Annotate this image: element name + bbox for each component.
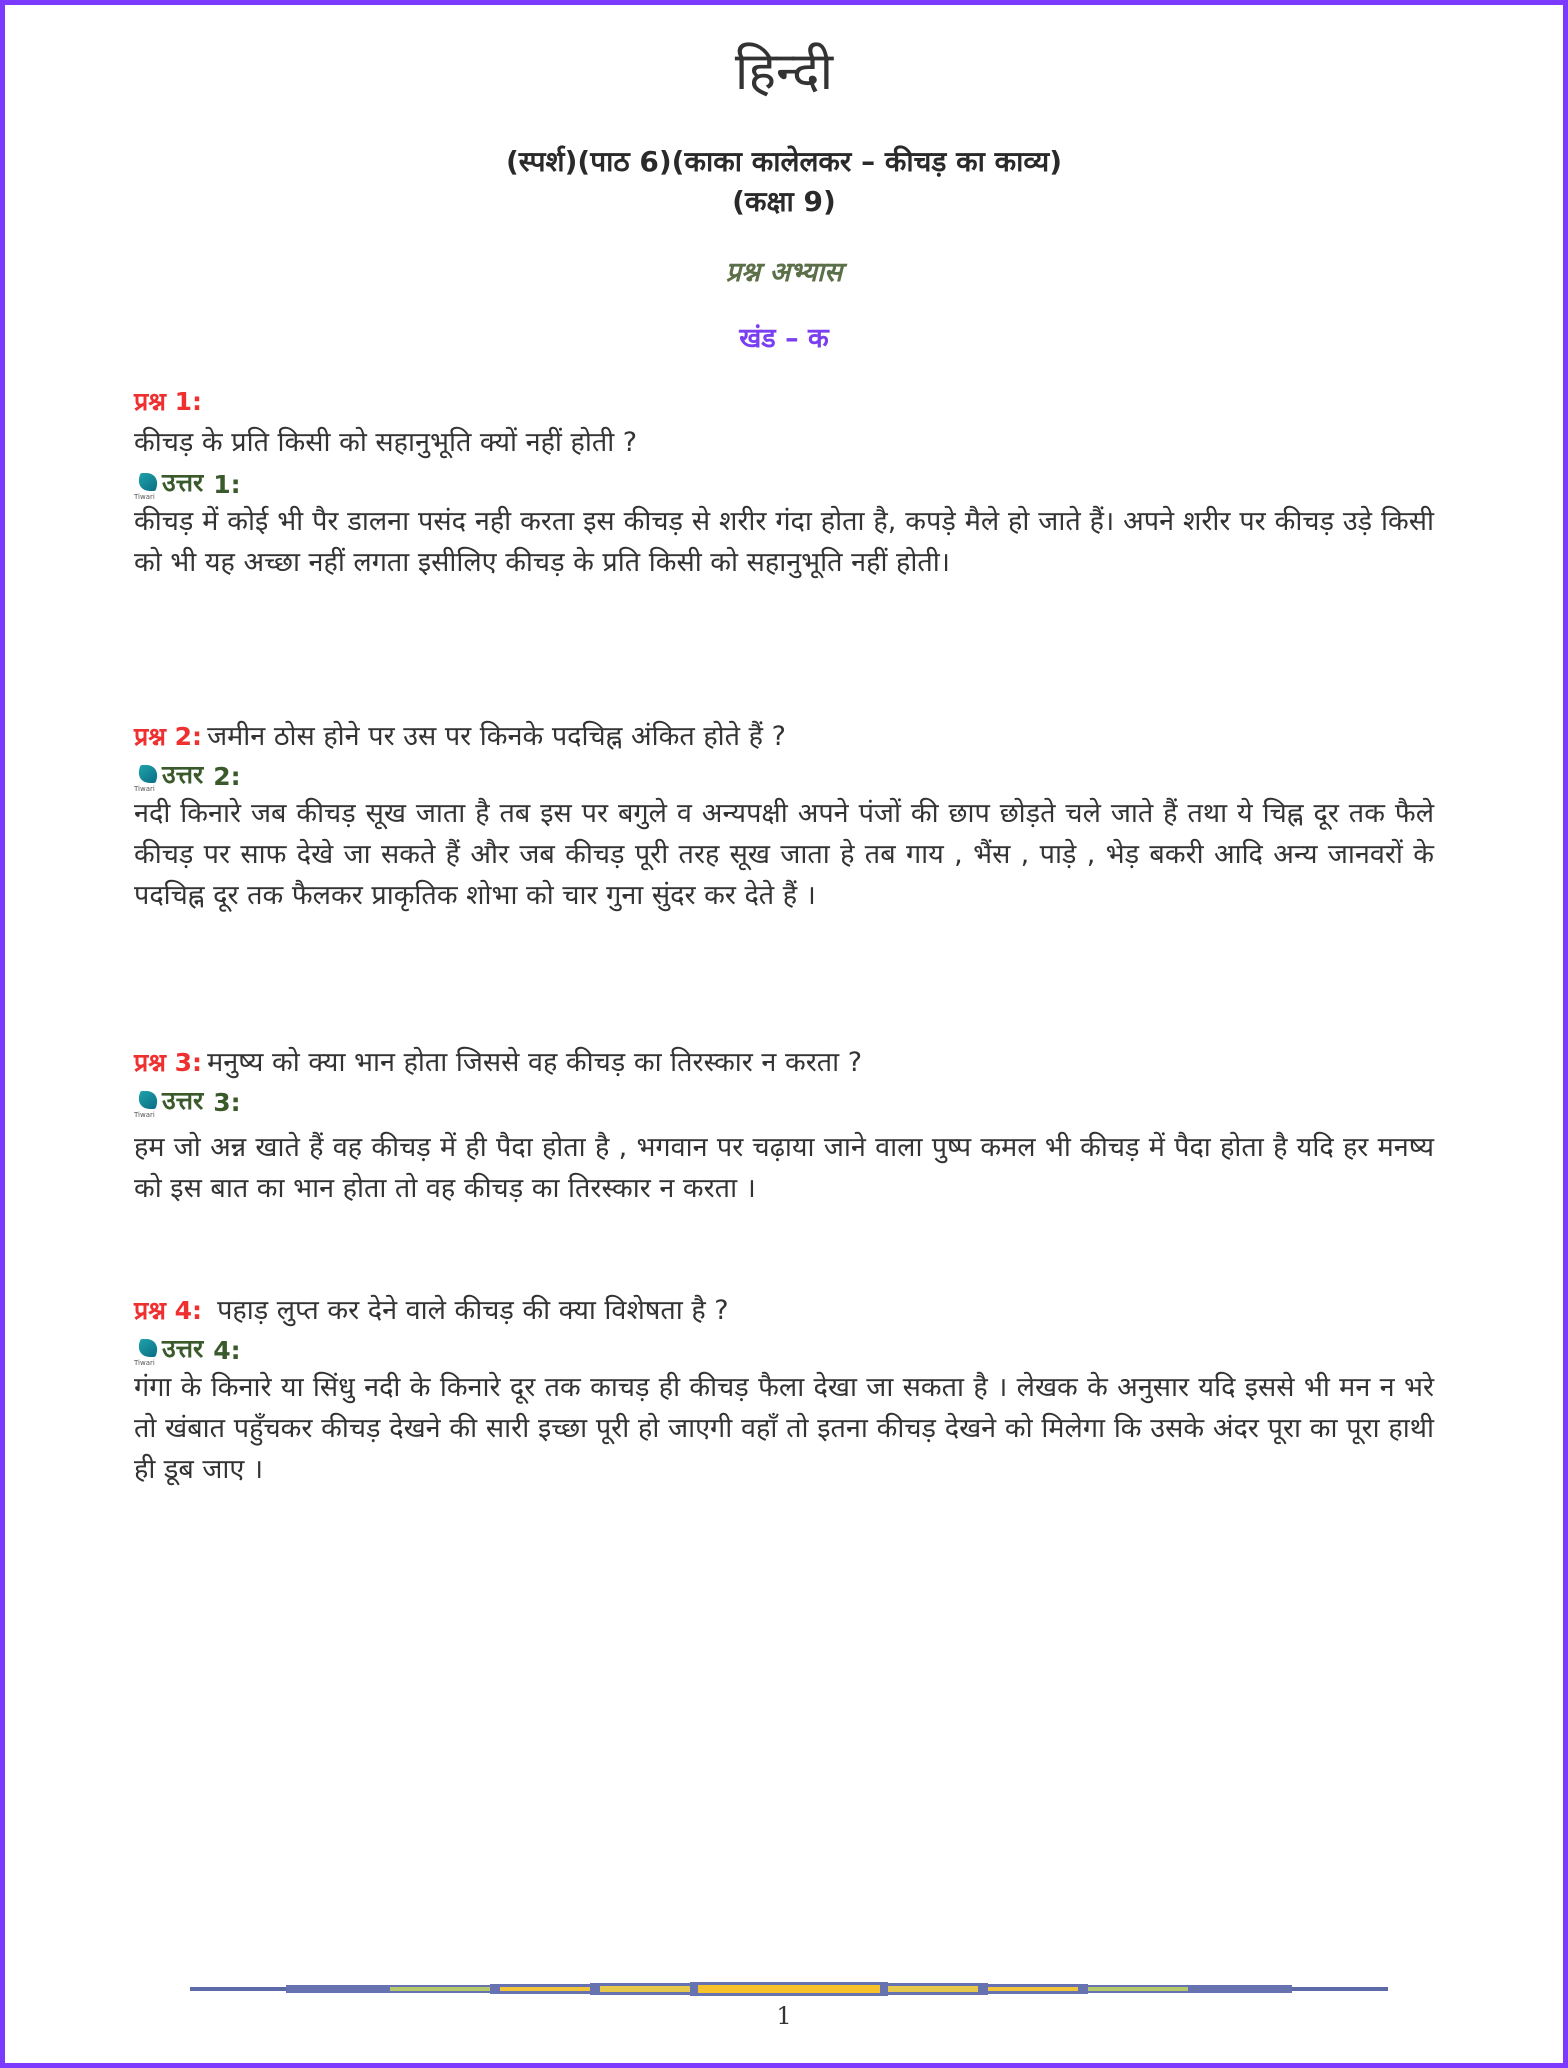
answer-number: 2: [213, 762, 241, 791]
question-text: जमीन ठोस होने पर उस पर किनके पदचिह्न अंकित होते हैं ? [207, 721, 786, 752]
answer-text: कीचड़ में कोई भी पैर डालना पसंद नही करता इस कीचड़ से शरीर गंदा होता है, कपड़े मैले हो जाते हैं। अपने शरीर पर कीचड़ उड़े किसी को भी यह अच्छा नहीं लगता इसीलिए कीचड़ के प्रति किसी को सहानुभूति नहीं होती। [134, 506, 1434, 578]
question-label: प्रश्न 4: [134, 1296, 202, 1325]
question-text: पहाड़ लुप्त कर देने वाले कीचड़ की क्या विशेषता है ? [217, 1295, 729, 1326]
answer-number: 3: [213, 1088, 241, 1117]
qa-block-2 [134, 716, 1434, 916]
answer-text: नदी किनारे जब कीचड़ सूख जाता है तब इस पर बगुले व अन्यपक्षी अपने पंजों की छाप छोड़ते चले जाते हैं तथा ये चिह्न दूर तक फैले कीचड़ पर साफ देखे जा सकते हैं और जब कीचड़ पूरी तरह सूख जाता हे तब गाय , भैंस , पाड़े , भेड़ बकरी आदि अन्य जानवरों के पदचिह्न दूर तक फैलकर प्राकृतिक शोभा को चार गुना सुंदर कर देते हैं । [134, 798, 1434, 911]
chapter-subtitle-line1: (स्पर्श)(पाठ 6)(काका कालेलकर – कीचड़ का काव्य) [505, 145, 1063, 178]
answer-label-row [134, 1329, 1434, 1365]
answer-text: गंगा के किनारे या सिंधु नदी के किनारे दूर तक काचड़ ही कीचड़ फैला देखा जा सकता है । लेखक के अनुसार यदि इससे भी मन न भरे तो खंबात पहुँचकर कीचड़ देखने की सारी इच्छा पूरी हो जाएगी वहाँ तो इतना कीचड़ देखने को मिलेगा कि उसके अंदर पूरा का पूरा हाथी ही डूब जाए । [134, 1372, 1434, 1485]
answer-label: उत्तर [162, 1086, 204, 1115]
answer-label: उत्तर [162, 760, 204, 789]
answer-label: उत्तर [162, 468, 204, 497]
chapter-subtitle [0, 142, 1568, 222]
footer-divider [190, 1982, 1388, 1996]
question-row [134, 1290, 1434, 1327]
question-text: कीचड़ के प्रति किसी को सहानुभूति क्यों नहीं होती ? [134, 427, 638, 458]
answer-number: 1: [213, 470, 241, 499]
answer-text: हम जो अन्न खाते हैं वह कीचड़ में ही पैदा होता है , भगवान पर चढ़ाया जाने वाला पुष्प कमल भी कीचड़ में पैदा होता है यदि हर मनष्य को इस बात का भान होता तो वह कीचड़ का तिरस्कार न करता । [134, 1132, 1434, 1204]
qa-block-3 [134, 1042, 1434, 1209]
qa-block-4 [134, 1290, 1434, 1490]
page-number: 1 [776, 2002, 792, 2030]
tiwari-logo-icon: Tiwari [134, 1091, 160, 1117]
question-text: मनुष्य को क्या भान होता जिससे वह कीचड़ का तिरस्कार न करता ? [207, 1047, 863, 1078]
tiwari-logo-icon: Tiwari [134, 473, 160, 499]
section-heading: प्रश्न अभ्यास [725, 257, 843, 288]
tiwari-logo-icon: Tiwari [134, 765, 160, 791]
tiwari-logo-icon: Tiwari [134, 1339, 160, 1365]
answer-label: उत्तर [162, 1334, 204, 1363]
question-label: प्रश्न 2: [134, 722, 202, 751]
question-row [134, 716, 1434, 753]
answer-number: 4: [213, 1336, 241, 1365]
question-row [134, 1042, 1434, 1079]
answer-label-row [134, 463, 1434, 499]
answer-label-row [134, 755, 1434, 791]
qa-block-1 [134, 384, 1434, 583]
page-title: हिन्दी [734, 42, 834, 102]
answer-label-row [134, 1081, 1434, 1117]
question-label: प्रश्न 3: [134, 1048, 202, 1077]
chapter-subtitle-line2: (कक्षा 9) [732, 185, 836, 218]
section-khand: खंड – क [739, 323, 829, 354]
question-label: प्रश्न 1: [134, 387, 202, 416]
